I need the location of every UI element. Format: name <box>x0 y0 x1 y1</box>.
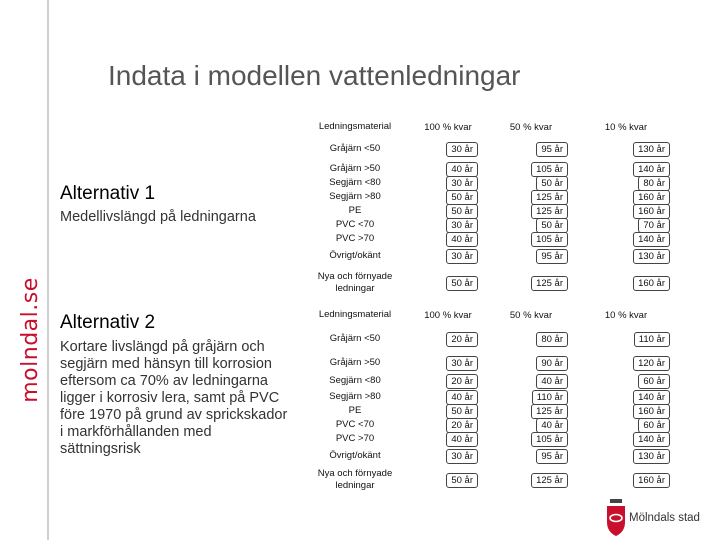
value-cell <box>576 404 676 419</box>
value-text: 160 år <box>633 276 670 291</box>
value-text: 125 år <box>531 204 568 219</box>
value-cell <box>576 176 676 191</box>
value-cell <box>410 249 486 264</box>
value-cell <box>486 332 576 347</box>
table-row <box>300 404 676 418</box>
value-cell <box>410 449 486 464</box>
city-crest-icon <box>603 498 629 538</box>
value-cell <box>486 473 576 488</box>
value-text: 50 år <box>446 204 478 219</box>
value-text: 160 år <box>633 404 670 419</box>
material-cell: PVC >70 <box>335 433 375 444</box>
table-header-row <box>300 306 676 324</box>
alternative-1-heading: Alternativ 1 <box>60 183 156 204</box>
table-row <box>300 232 676 246</box>
value-cell <box>486 249 576 264</box>
value-text: 40 år <box>446 162 478 177</box>
page-title: Indata i modellen vattenledningar <box>108 60 521 91</box>
value-cell <box>410 404 486 419</box>
table-header-row <box>300 118 676 136</box>
molndals-stad-logo <box>603 498 720 540</box>
value-cell <box>576 390 676 405</box>
table-row <box>300 372 676 390</box>
value-text: 110 år <box>634 332 670 347</box>
value-cell <box>410 276 486 291</box>
value-text: 50 år <box>536 176 568 191</box>
value-cell <box>410 232 486 247</box>
value-text: 130 år <box>633 249 670 264</box>
value-cell <box>410 142 486 157</box>
value-cell <box>410 390 486 405</box>
value-text: 130 år <box>633 449 670 464</box>
value-text: 50 år <box>446 190 478 205</box>
value-text: 50 år <box>446 473 478 488</box>
value-cell <box>410 218 486 233</box>
value-cell <box>576 418 676 433</box>
value-cell <box>486 374 576 389</box>
value-cell <box>486 204 576 219</box>
value-cell <box>486 232 576 247</box>
value-cell <box>576 204 676 219</box>
value-text: 70 år <box>638 218 670 233</box>
value-text: 125 år <box>531 473 568 488</box>
column-header: 10 % kvar <box>604 309 648 321</box>
value-cell <box>486 142 576 157</box>
value-cell <box>576 374 676 389</box>
material-cell: Nya och förnyade ledningar <box>317 271 393 294</box>
value-text: 140 år <box>633 432 670 447</box>
value-cell <box>576 356 676 371</box>
material-cell: Gråjärn <50 <box>329 143 381 154</box>
value-text: 140 år <box>633 232 670 247</box>
value-cell <box>410 190 486 205</box>
table-row <box>300 324 676 354</box>
value-text: 110 år <box>532 390 568 405</box>
value-text: 30 år <box>446 142 478 157</box>
value-text: 160 år <box>633 204 670 219</box>
value-cell <box>486 418 576 433</box>
material-cell: PVC >70 <box>335 233 375 244</box>
table-row <box>300 162 676 176</box>
table-row <box>300 432 676 446</box>
value-text: 30 år <box>446 218 478 233</box>
material-cell: PE <box>348 405 362 416</box>
value-cell <box>576 332 676 347</box>
value-text: 20 år <box>446 332 478 347</box>
value-text: 60 år <box>638 374 670 389</box>
column-header: Ledningsmaterial <box>318 121 392 132</box>
column-header: Ledningsmaterial <box>318 309 392 320</box>
value-text: 160 år <box>633 473 670 488</box>
input-table-alternative-1 <box>300 118 676 300</box>
value-text: 160 år <box>633 190 670 205</box>
value-text: 60 år <box>638 418 670 433</box>
alternative-1-text: Medellivslängd på ledningarna <box>60 209 256 225</box>
value-cell <box>410 418 486 433</box>
material-cell: Övrigt/okänt <box>329 450 381 461</box>
value-cell <box>486 390 576 405</box>
material-cell: Nya och förnyade ledningar <box>317 468 393 491</box>
value-cell <box>576 190 676 205</box>
value-text: 90 år <box>536 356 568 371</box>
value-cell <box>576 249 676 264</box>
value-cell <box>576 276 676 291</box>
value-text: 50 år <box>446 404 478 419</box>
value-cell <box>576 142 676 157</box>
table-row <box>300 466 676 494</box>
table-row <box>300 204 676 218</box>
table-row <box>300 176 676 190</box>
table-row <box>300 190 676 204</box>
material-cell: Segjärn <80 <box>329 177 381 188</box>
value-text: 30 år <box>446 176 478 191</box>
value-cell <box>576 162 676 177</box>
column-header: 10 % kvar <box>604 121 648 133</box>
value-text: 95 år <box>536 449 568 464</box>
value-cell <box>576 432 676 447</box>
value-text: 80 år <box>638 176 670 191</box>
column-header: 50 % kvar <box>509 309 553 321</box>
value-text: 105 år <box>531 162 568 177</box>
table-row <box>300 246 676 266</box>
value-cell <box>410 332 486 347</box>
value-text: 95 år <box>536 142 568 157</box>
value-cell <box>410 356 486 371</box>
value-text: 125 år <box>531 404 568 419</box>
value-cell <box>576 218 676 233</box>
value-text: 50 år <box>536 218 568 233</box>
value-text: 50 år <box>446 276 478 291</box>
value-text: 20 år <box>446 418 478 433</box>
value-cell <box>486 218 576 233</box>
value-cell <box>410 162 486 177</box>
material-cell: Gråjärn >50 <box>329 163 381 174</box>
value-text: 30 år <box>446 249 478 264</box>
material-cell: Segjärn >80 <box>329 391 381 402</box>
value-cell <box>576 449 676 464</box>
value-text: 40 år <box>536 374 568 389</box>
table-row <box>300 266 676 300</box>
value-text: 125 år <box>531 276 568 291</box>
material-cell: Segjärn <80 <box>329 375 381 386</box>
material-cell: Gråjärn <50 <box>329 333 381 344</box>
logo-text: Mölndals stad <box>629 512 700 524</box>
value-text: 130 år <box>633 142 670 157</box>
table-row <box>300 390 676 404</box>
brand-vertical-text: molndal.se <box>18 277 43 403</box>
value-text: 30 år <box>446 356 478 371</box>
value-text: 40 år <box>446 232 478 247</box>
value-cell <box>486 404 576 419</box>
value-cell <box>486 449 576 464</box>
value-text: 40 år <box>446 390 478 405</box>
value-cell <box>486 356 576 371</box>
column-header: 100 % kvar <box>424 309 472 321</box>
value-cell <box>410 374 486 389</box>
material-cell: PVC <70 <box>335 219 375 230</box>
table-row <box>300 354 676 372</box>
value-text: 80 år <box>536 332 568 347</box>
material-cell: Övrigt/okänt <box>329 250 381 261</box>
value-cell <box>410 176 486 191</box>
value-cell <box>410 473 486 488</box>
table-row <box>300 218 676 232</box>
table-row <box>300 446 676 466</box>
value-text: 105 år <box>531 232 568 247</box>
material-cell: PVC <70 <box>335 419 375 430</box>
value-cell <box>576 473 676 488</box>
input-table-alternative-2 <box>300 306 676 494</box>
value-text: 140 år <box>633 162 670 177</box>
value-cell <box>486 190 576 205</box>
alternative-2-text: Kortare livslängd på gråjärn och segjärn med hänsyn till korrosion eftersom ca 70% av ledningarna ligger i korrosiv lera, samt på PVC före 1970 på grund av sprickskador i markförhållanden med sättningsrisk <box>60 339 288 457</box>
alternative-2-heading: Alternativ 2 <box>60 312 156 333</box>
value-cell <box>576 232 676 247</box>
value-cell <box>410 204 486 219</box>
value-text: 105 år <box>531 432 568 447</box>
value-text: 125 år <box>531 190 568 205</box>
value-text: 40 år <box>446 432 478 447</box>
value-cell <box>410 432 486 447</box>
value-text: 140 år <box>633 390 670 405</box>
value-text: 40 år <box>536 418 568 433</box>
value-cell <box>486 276 576 291</box>
value-cell <box>486 432 576 447</box>
material-cell: Segjärn >80 <box>329 191 381 202</box>
value-text: 95 år <box>536 249 568 264</box>
value-cell <box>486 162 576 177</box>
table-row <box>300 418 676 432</box>
material-cell: Gråjärn >50 <box>329 357 381 368</box>
table-row <box>300 136 676 162</box>
material-cell: PE <box>348 205 362 216</box>
column-header: 100 % kvar <box>424 121 472 133</box>
column-header: 50 % kvar <box>509 121 553 133</box>
value-cell <box>486 176 576 191</box>
value-text: 20 år <box>446 374 478 389</box>
value-text: 30 år <box>446 449 478 464</box>
value-text: 120 år <box>633 356 670 371</box>
